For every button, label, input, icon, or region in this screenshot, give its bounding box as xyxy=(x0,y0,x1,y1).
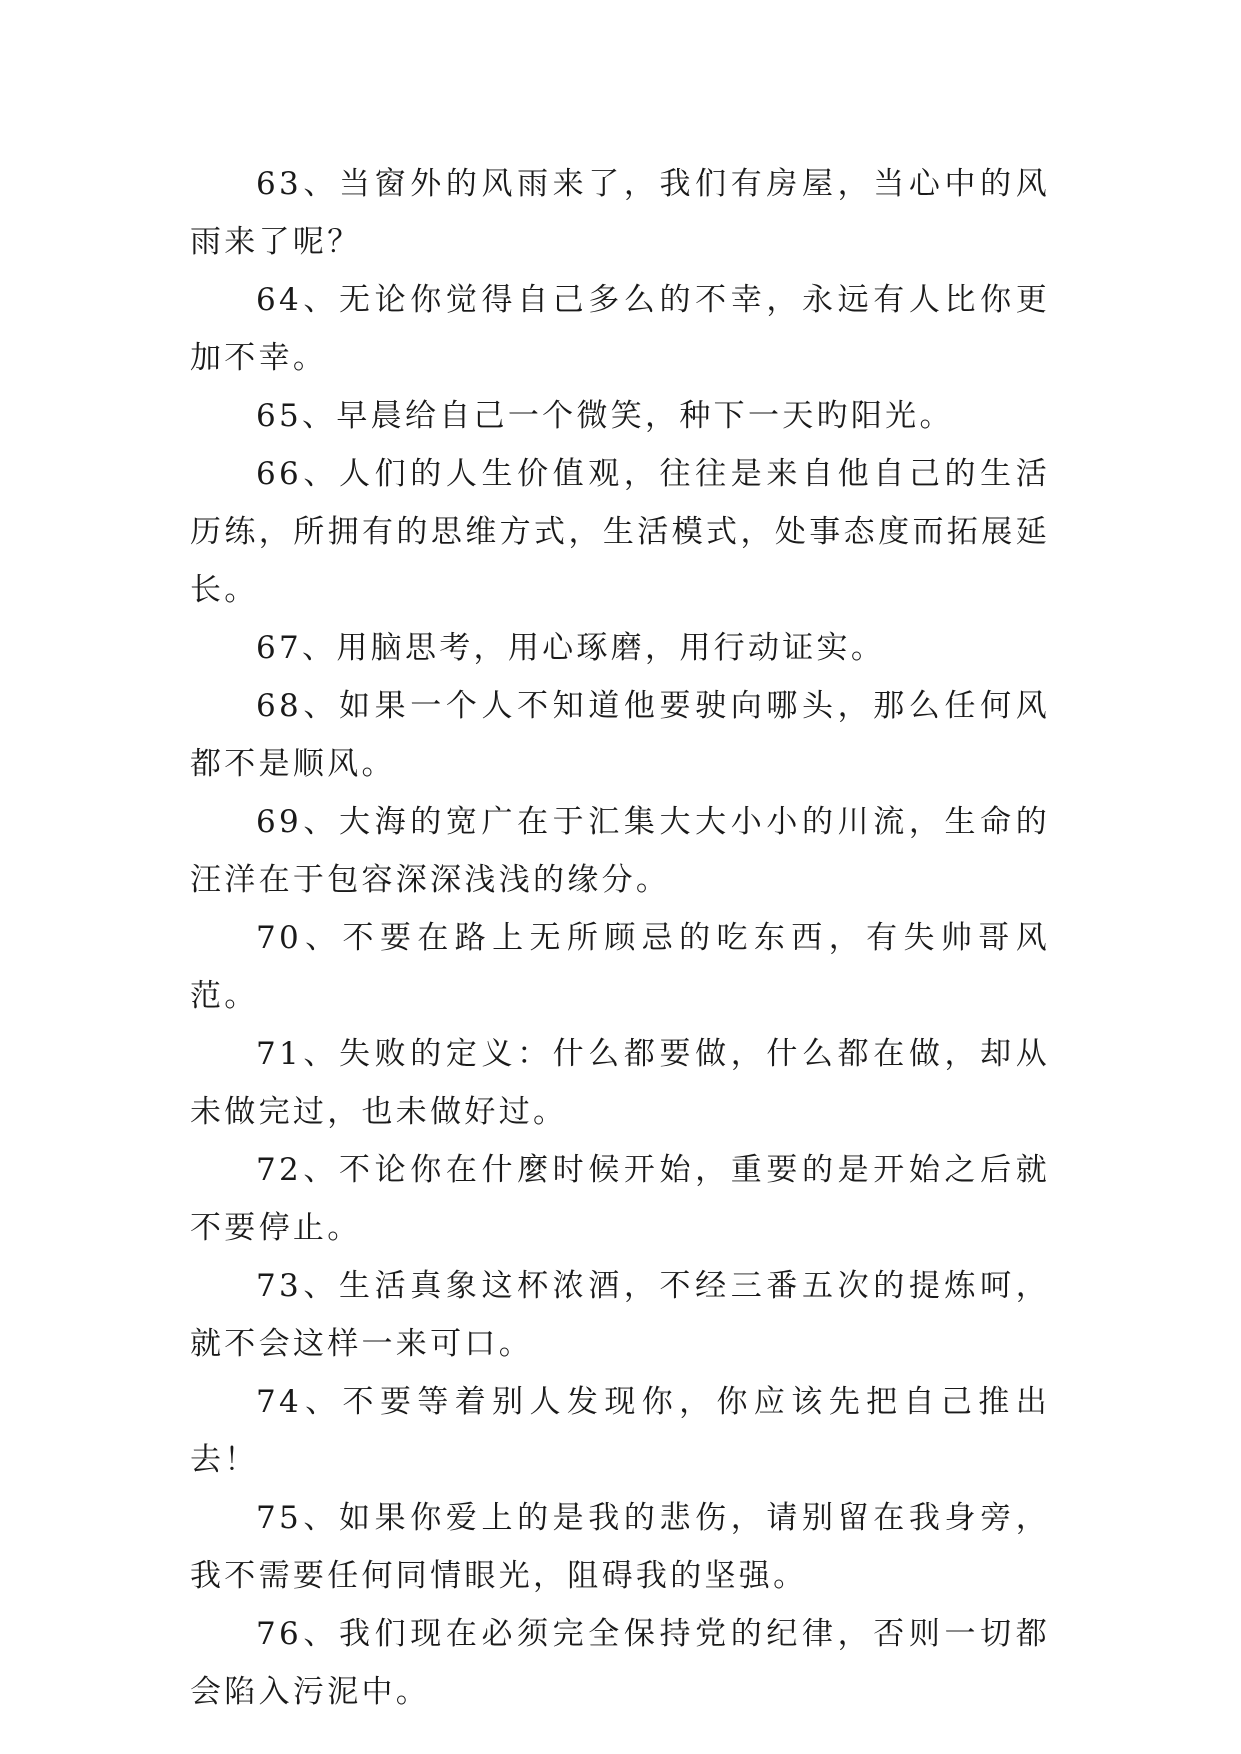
quote-paragraph-72: 72、不论你在什麼时候开始，重要的是开始之后就不要停止。 xyxy=(190,1152,1050,1246)
document-body xyxy=(190,155,1050,1721)
quote-paragraph-63: 63、当窗外的风雨来了，我们有房屋，当心中的风雨来了呢？ xyxy=(190,166,1050,260)
quote-paragraph-64: 64、无论你觉得自己多么的不幸，永远有人比你更加不幸。 xyxy=(190,282,1050,376)
quote-paragraph-70: 70、不要在路上无所顾忌的吃东西，有失帅哥风范。 xyxy=(190,920,1050,1014)
quote-paragraph-75: 75、如果你爱上的是我的悲伤，请别留在我身旁，我不需要任何同情眼光，阻碍我的坚强。 xyxy=(190,1500,1050,1594)
quote-paragraph-73: 73、生活真象这杯浓酒，不经三番五次的提炼呵，就不会这样一来可口。 xyxy=(190,1268,1050,1362)
quote-paragraph-67: 67、用脑思考，用心琢磨，用行动证实。 xyxy=(256,630,886,666)
quote-paragraph-66: 66、人们的人生价值观，往往是来自他自己的生活历练，所拥有的思维方式，生活模式，处事态度而拓展延长。 xyxy=(190,456,1050,608)
quote-paragraph-69: 69、大海的宽广在于汇集大大小小的川流，生命的汪洋在于包容深深浅浅的缘分。 xyxy=(190,804,1050,898)
quote-paragraph-65: 65、早晨给自己一个微笑，种下一天旳阳光。 xyxy=(256,398,954,434)
quote-paragraph-74: 74、不要等着别人发现你，你应该先把自己推出去！ xyxy=(190,1384,1050,1478)
quote-paragraph-76: 76、我们现在必须完全保持党的纪律，否则一切都会陷入污泥中。 xyxy=(190,1616,1050,1710)
quote-paragraph-71: 71、失败的定义：什么都要做，什么都在做，却从未做完过，也未做好过。 xyxy=(190,1036,1050,1130)
quote-paragraph-68: 68、如果一个人不知道他要驶向哪头，那么任何风都不是顺风。 xyxy=(190,688,1050,782)
